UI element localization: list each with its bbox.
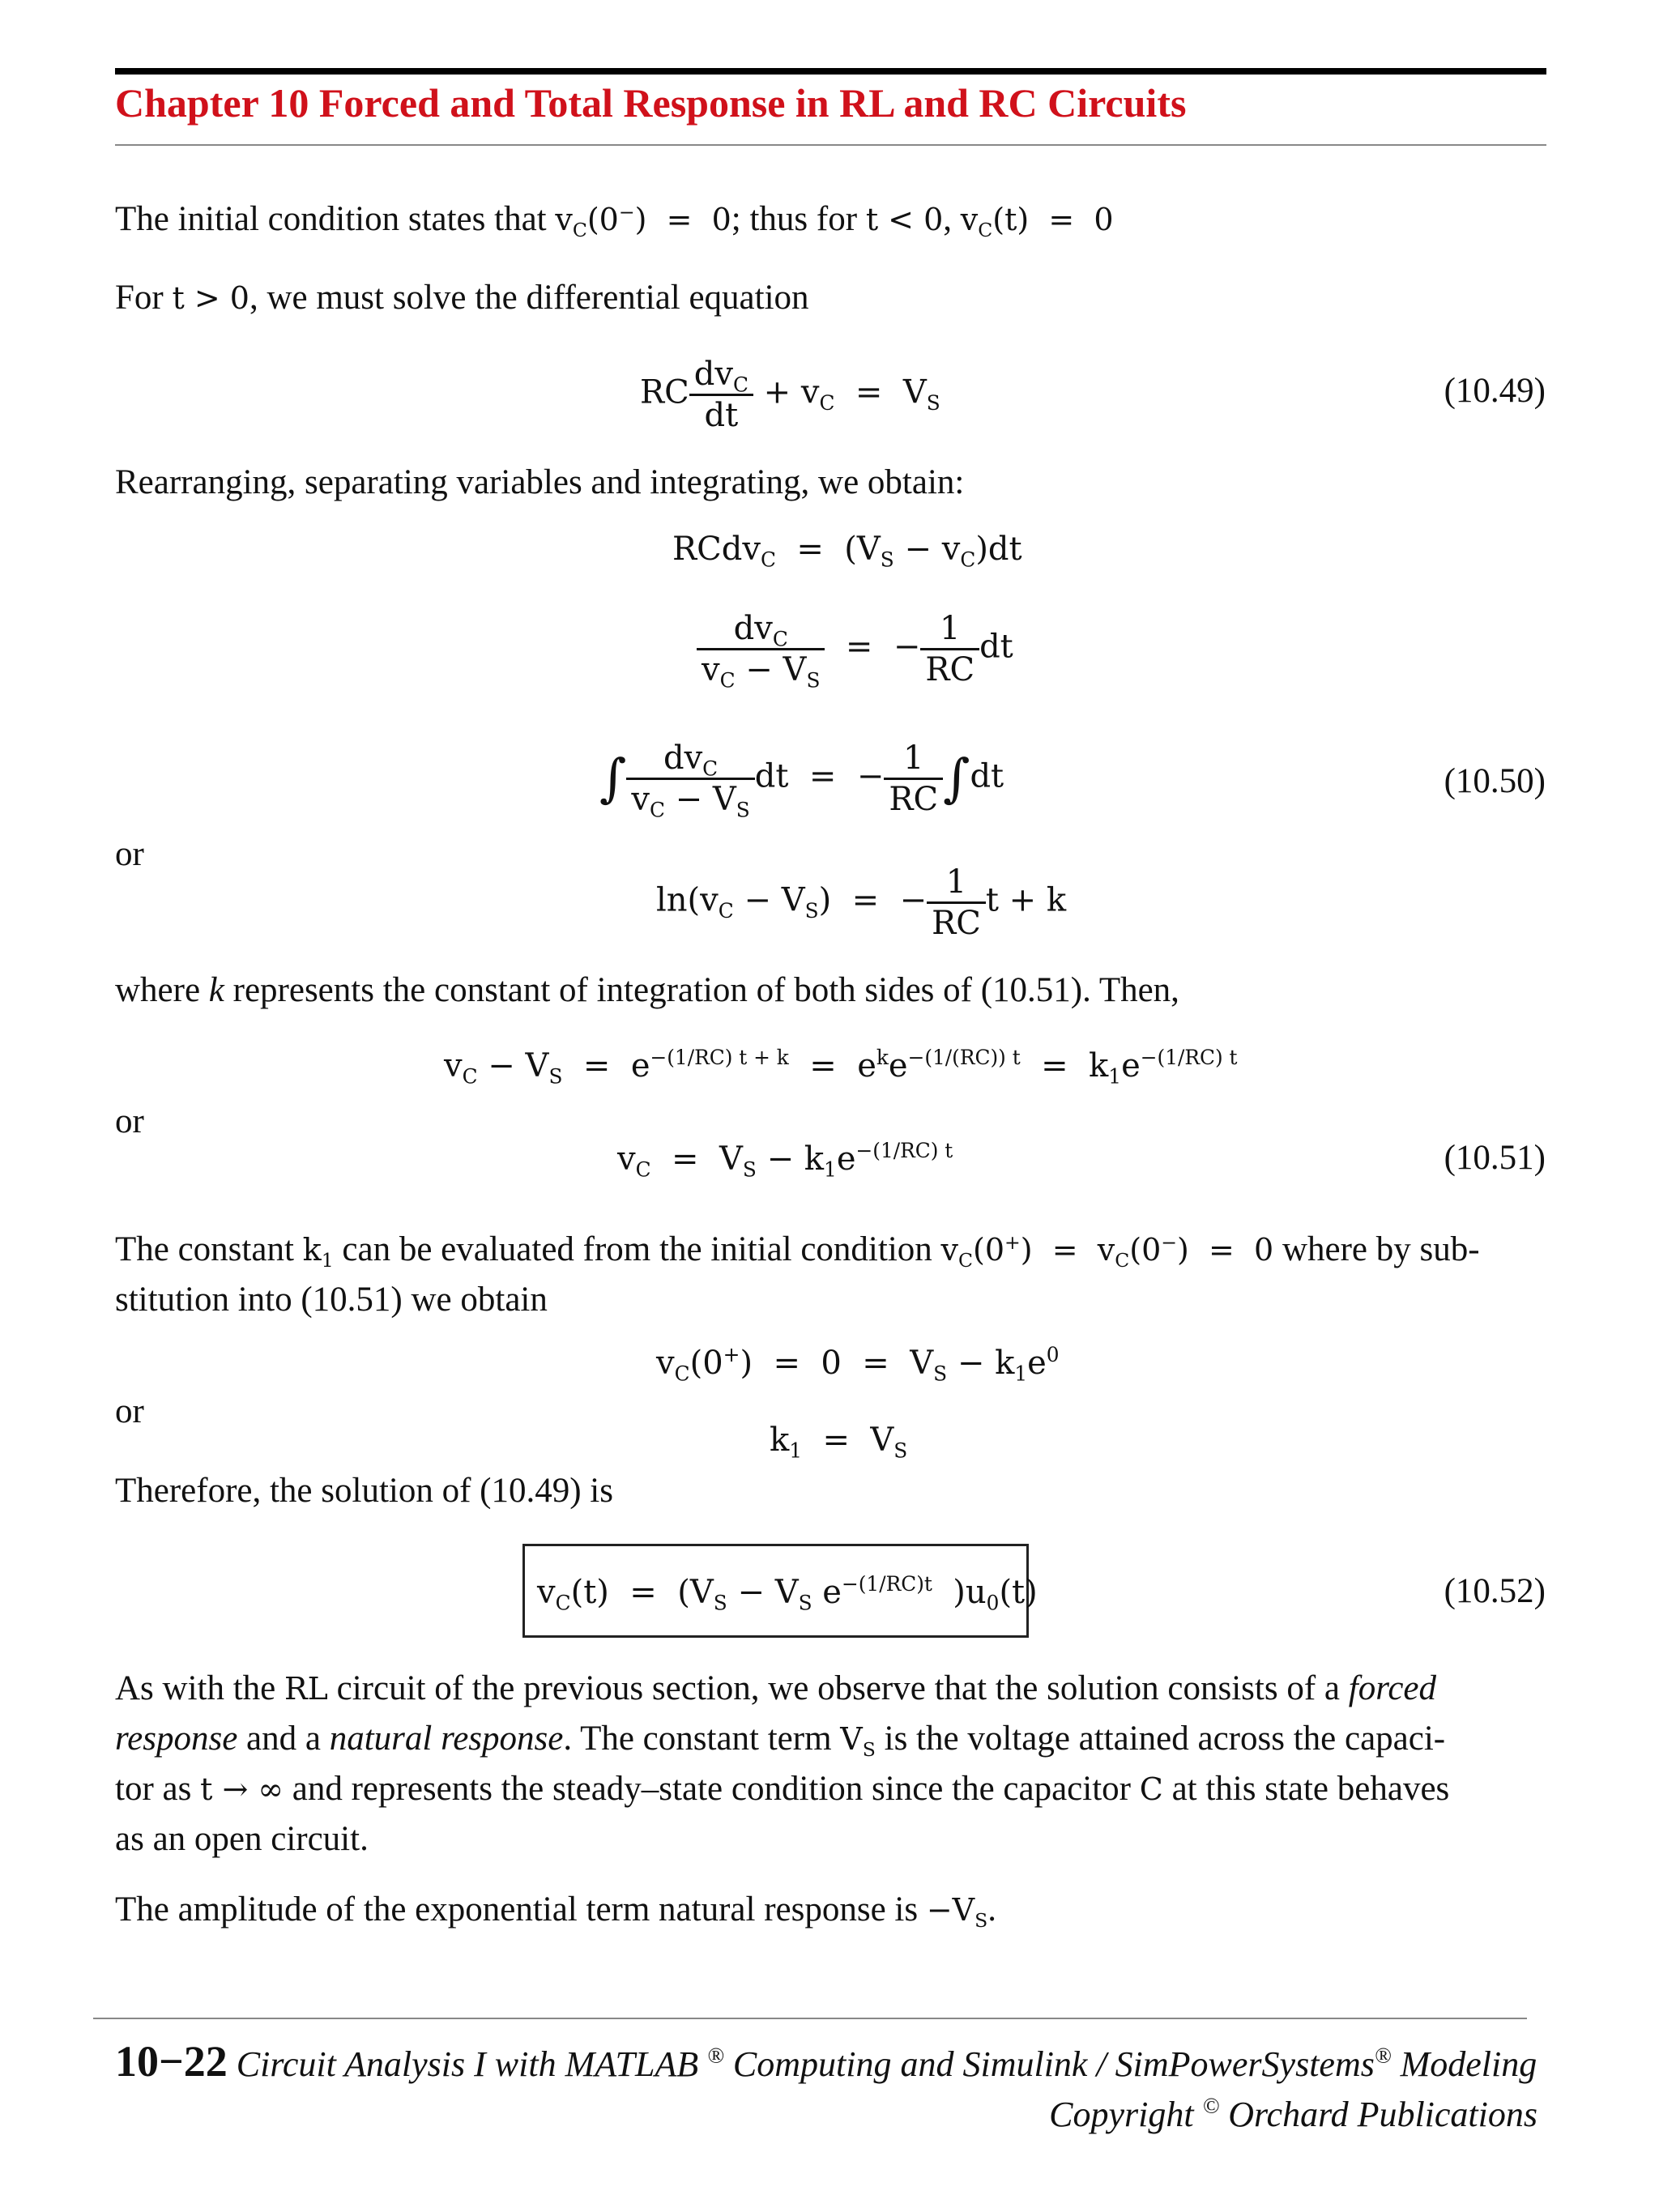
text: as an open circuit.: [115, 1820, 369, 1858]
text: For: [115, 279, 164, 317]
paragraph-therefore: Therefore, the solution of (10.49) is: [115, 1472, 613, 1510]
text: can be evaluated from the initial condition: [342, 1230, 932, 1268]
text: Computing and Simulink / SimPowerSystems: [732, 2044, 1375, 2084]
text: . The constant term: [563, 1720, 832, 1758]
footer-copyright: [1049, 2094, 1537, 2135]
or-label: or: [115, 1392, 144, 1430]
text: The constant: [115, 1230, 294, 1268]
equation-log: $\ln(v_C - V_S)$ = − $\frac{1}{RC}$ t + k: [656, 863, 1067, 942]
equation-number: (10.49): [1444, 372, 1546, 410]
equation-10-50: ∫ $\frac{dv_C}{v_C - V_S}$ dt = − $\frac{1}{RC}$ ∫dt: [599, 739, 1004, 822]
text: The initial condition states that: [115, 200, 547, 238]
text: circuit of the previous section, we observe that the solution consists of a: [336, 1669, 1340, 1707]
equation-k1: $k_1 = V_S$: [770, 1421, 908, 1463]
paragraph-forced-natural: As with the RL circuit of the previous section, we observe that the solution consists of a forced response and a natural response. The constant term $V_S$ is the voltage attained across the capaci- tor as t → ∞ and represents the steady–state condition since the capacitor C at this state behaves as an open circuit.: [115, 1669, 1450, 1858]
page-number: 10−22: [115, 2037, 228, 2086]
equation-initial-substitution: $v_C(0^+) = 0 = V_S - k_1e^0$: [656, 1343, 1060, 1386]
footer-divider: [93, 2018, 1527, 2019]
paragraph-initial-condition: The initial condition states that $v_C(0^-) = 0$; thus for t < 0, $v_C(t) = 0$: [115, 200, 1114, 242]
text: at this state behaves: [1171, 1770, 1450, 1808]
text: stitution into (10.51) we obtain: [115, 1281, 548, 1319]
header-rule: [115, 68, 1546, 75]
text: and represents the steady–state condition since the capacitor: [292, 1770, 1131, 1808]
paragraph-constant-k1: The constant $k_1$ can be evaluated from the initial condition $v_C(0^+) = v_C(0^-) = 0$ where by sub- stitution into (10.51) we obtain: [115, 1230, 1480, 1319]
paragraph-constant-k: [115, 965, 1549, 1016]
or-label: or: [115, 835, 144, 873]
paragraph-for-t: For t > 0, we must solve the differential equation: [115, 279, 809, 317]
text: forced: [1348, 1669, 1437, 1707]
text: Orchard Publications: [1228, 2095, 1537, 2134]
text: where: [115, 971, 201, 1009]
equation-separated-variables: $\frac{dv_C}{v_C - V_S}$ = − $\frac{1}{RC}$ dt: [697, 609, 1013, 689]
registered-mark: ®: [1374, 2043, 1392, 2068]
equation-separation: RCdv$_C$ = $(V_S - v_C)dt$: [672, 531, 1022, 572]
equation-10-52: $v_C(t) = (V_S - V_S$ $e^{-(1/RC)t}$ )$u_0(t)$: [537, 1572, 1038, 1615]
text: response: [115, 1720, 238, 1758]
equation-number: (10.51): [1444, 1139, 1546, 1177]
text: Copyright: [1049, 2095, 1194, 2134]
text: k: [208, 971, 224, 1009]
equation-10-51: $v_C = V_S - k_1e^{-(1/RC) t}$: [617, 1139, 953, 1182]
header-divider: [115, 144, 1546, 146]
copyright-mark: ©: [1202, 2093, 1220, 2118]
text: where by sub-: [1282, 1230, 1480, 1268]
chapter-title: Chapter 10 Forced and Total Response in RL and RC Circuits: [115, 80, 1187, 126]
text: represents the constant of integration of both sides of (10.51). Then,: [232, 971, 1179, 1009]
text: and a: [246, 1720, 321, 1758]
text: tor as: [115, 1770, 192, 1808]
text: Circuit Analysis I with MATLAB: [236, 2044, 699, 2084]
text: , we must solve the differential equation: [249, 279, 809, 317]
text: is the voltage attained across the capaci-: [884, 1720, 1446, 1758]
equation-number: (10.50): [1444, 762, 1546, 800]
text: RL: [284, 1671, 328, 1707]
text: Modeling: [1400, 2044, 1537, 2084]
text: The amplitude of the exponential term natural response is: [115, 1890, 919, 1929]
text: ; thus for: [731, 200, 858, 238]
or-label: or: [115, 1102, 144, 1140]
paragraph-amplitude: The amplitude of the exponential term natural response is $-V_S$.: [115, 1890, 997, 1933]
equation-number: (10.52): [1444, 1572, 1546, 1610]
equation-exponential: $v_C - V_S = e^{-(1/RC) t + k} = e^ke^{-(1/(RC)) t} = k_1e^{-(1/RC) t}$: [444, 1046, 1238, 1089]
registered-mark: ®: [707, 2043, 724, 2068]
text: C: [1139, 1771, 1163, 1807]
equation-10-49: RC $\frac{dv_C}{dt}$ + $v_C = V_S$: [640, 356, 940, 434]
footer-title: [115, 2036, 1537, 2086]
paragraph-rearranging: Rearranging, separating variables and integrating, we obtain:: [115, 463, 965, 501]
text: natural response: [329, 1720, 564, 1758]
text: As with the: [115, 1669, 276, 1707]
